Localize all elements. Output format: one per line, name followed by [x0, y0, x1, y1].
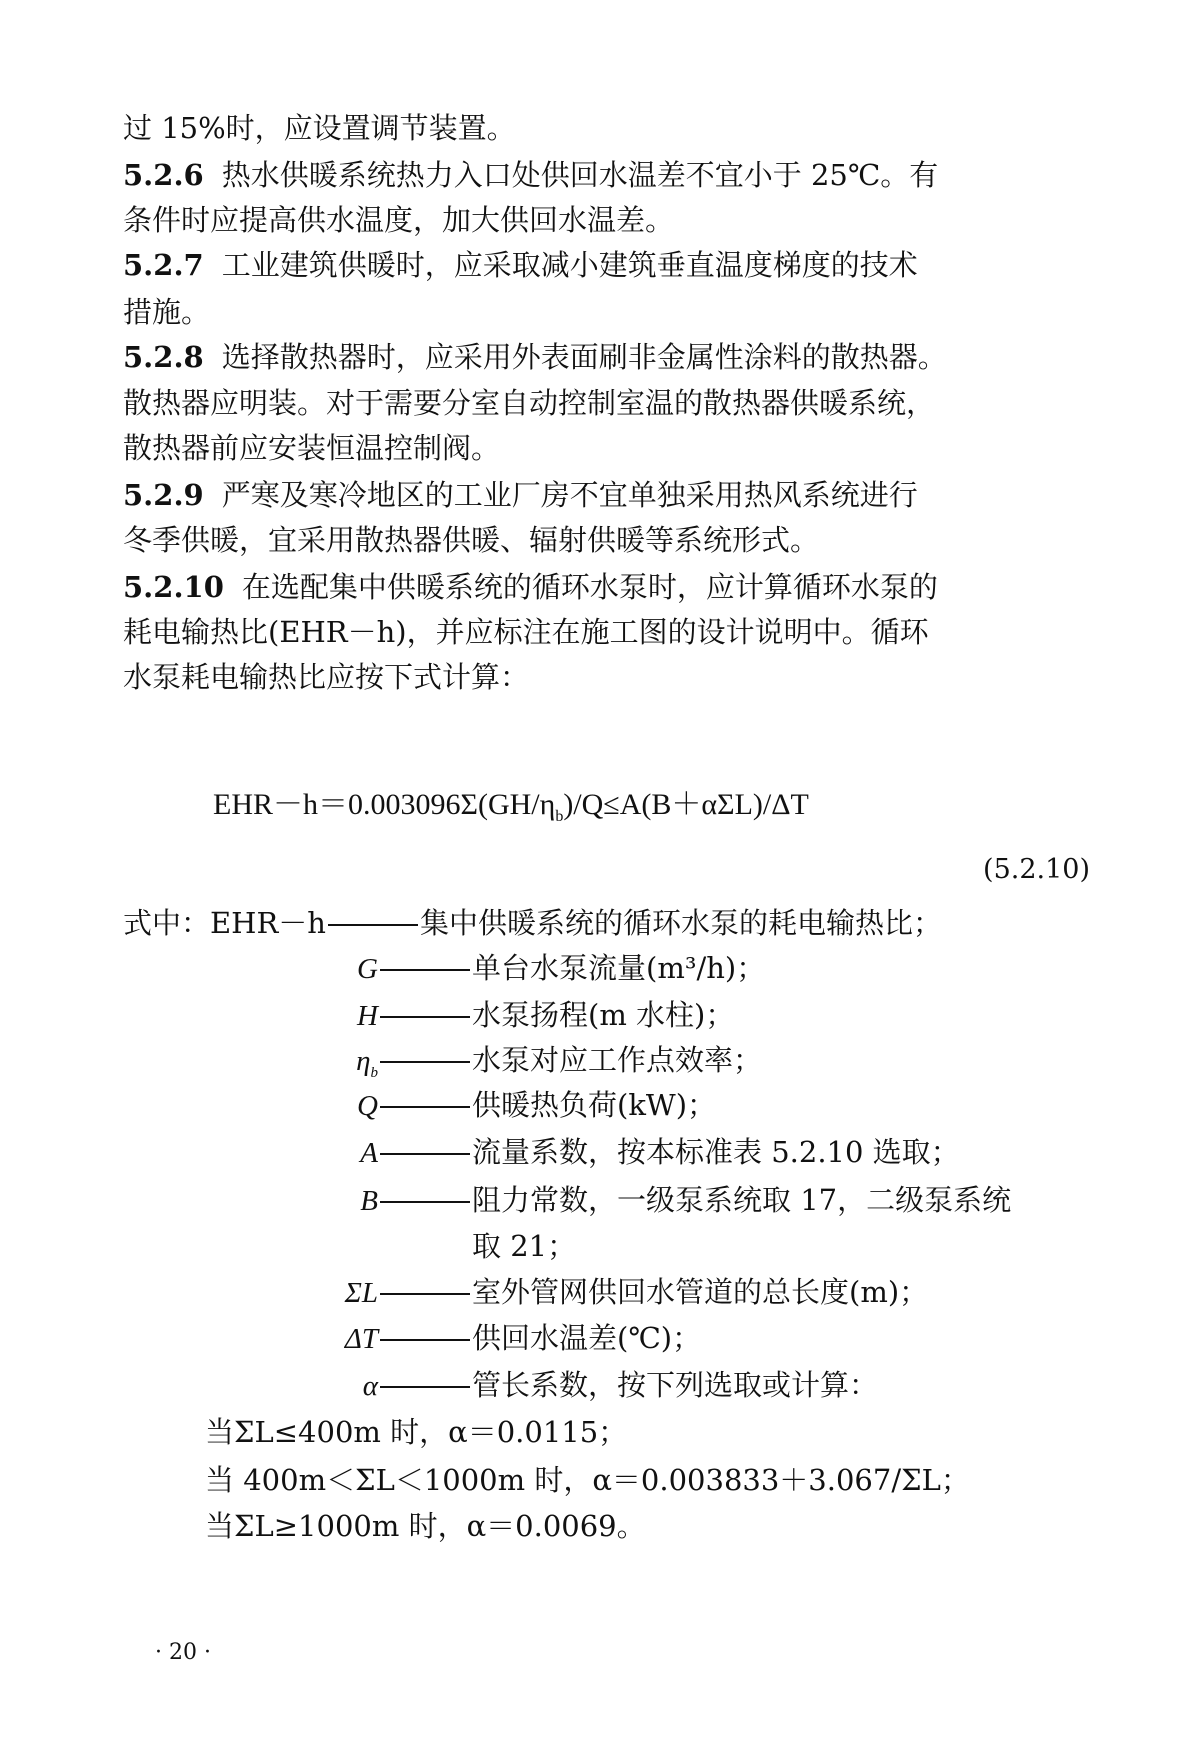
- em-dash: [380, 1016, 470, 1018]
- clause-text: 在选配集中供暖系统的循环水泵时，应计算循环水泵的: [241, 570, 938, 604]
- equation-number: (5.2.10): [983, 854, 1090, 885]
- var-symbol: ΔT: [344, 1323, 378, 1355]
- var-row-sigmaL: [278, 1272, 928, 1313]
- condition-line: 当 400m＜ΣL＜1000m 时，α＝0.003833＋3.067/ΣL；: [205, 1463, 970, 1497]
- em-dash: [380, 969, 470, 971]
- em-dash: [380, 1153, 470, 1155]
- var-symbol: α: [362, 1370, 378, 1402]
- clause-number: 5.2.6: [123, 158, 204, 192]
- clause-number: 5.2.7: [123, 248, 204, 282]
- var-row-alpha: [278, 1365, 878, 1406]
- paragraph-line: 散热器前应安装恒温控制阀。: [123, 431, 501, 465]
- var-symbol: G: [357, 953, 378, 985]
- em-dash: [380, 1106, 470, 1108]
- clause-5-2-8: [123, 337, 947, 377]
- var-desc: 供回水温差(℃)；: [472, 1321, 702, 1355]
- clause-number: 5.2.8: [123, 340, 204, 374]
- clause-text: 选择散热器时，应采用外表面刷非金属性涂料的散热器。: [221, 340, 947, 374]
- var-symbol: ΣL: [344, 1277, 378, 1309]
- paragraph-line: 措施。: [123, 295, 211, 329]
- var-symbol-sub: b: [370, 1064, 378, 1081]
- var-row-B-continued: 取 21；: [472, 1229, 577, 1263]
- clause-text: 严寒及寒冷地区的工业厂房不宜单独采用热风系统进行: [221, 478, 918, 512]
- formula-subscript: b: [555, 808, 564, 825]
- where-prefix: 式中：EHR－h: [123, 906, 326, 940]
- condition-line: 当ΣL≤400m 时，α＝0.0115；: [205, 1415, 628, 1449]
- clause-text: 热水供暖系统热力入口处供回水温差不宜小于 25℃。有: [221, 158, 939, 192]
- var-row-H: [278, 995, 734, 1036]
- em-dash: [380, 1339, 470, 1341]
- var-row-G: [278, 948, 765, 989]
- var-desc: 管长系数，按下列选取或计算：: [472, 1368, 879, 1402]
- var-symbol: B: [360, 1185, 378, 1217]
- paragraph-line: 过 15%时，应设置调节装置。: [123, 111, 516, 145]
- var-desc: 供暖热负荷(kW)；: [472, 1088, 717, 1122]
- paragraph-line: 冬季供暖，宜采用散热器供暖、辐射供暖等系统形式。: [123, 523, 820, 557]
- condition-line: 当ΣL≥1000m 时，α＝0.0069。: [205, 1509, 646, 1543]
- var-symbol-main: η: [356, 1045, 371, 1077]
- em-dash: [380, 1201, 470, 1203]
- ehr-formula: [213, 785, 809, 837]
- clause-5-2-9: [123, 475, 918, 515]
- var-desc: 阻力常数，一级泵系统取 17，二级泵系统: [472, 1183, 1012, 1217]
- clause-5-2-7: [123, 245, 918, 285]
- paragraph-line: 水泵耗电输热比应按下式计算：: [123, 660, 530, 694]
- formula-part-2: )/Q≤A(B＋αΣL)/ΔT: [563, 788, 809, 821]
- var-symbol: Q: [357, 1090, 378, 1122]
- var-desc: 集中供暖系统的循环水泵的耗电输热比；: [419, 906, 942, 940]
- paragraph-line: 条件时应提高供水温度，加大供回水温差。: [123, 203, 675, 237]
- paragraph-line: 散热器应明装。对于需要分室自动控制室温的散热器供暖系统，: [123, 386, 936, 420]
- var-desc: 水泵对应工作点效率；: [472, 1043, 763, 1077]
- var-row-A: [278, 1132, 960, 1173]
- page-number: · 20 ·: [155, 1640, 211, 1665]
- em-dash: [380, 1386, 470, 1388]
- em-dash: [380, 1293, 470, 1295]
- em-dash: [328, 924, 418, 926]
- var-desc: 流量系数，按本标准表 5.2.10 选取；: [472, 1135, 960, 1169]
- clause-5-2-10: [123, 567, 938, 607]
- clause-number: 5.2.10: [123, 570, 224, 604]
- clause-number: 5.2.9: [123, 478, 204, 512]
- clause-5-2-6: [123, 155, 1078, 195]
- var-symbol: H: [357, 1000, 378, 1032]
- where-first-row: [123, 903, 942, 943]
- var-desc: 水泵扬程(m 水柱)；: [472, 998, 735, 1032]
- formula-part-1: EHR－h＝0.003096Σ(GH/η: [213, 788, 556, 821]
- clause-text: 工业建筑供暖时，应采取减小建筑垂直温度梯度的技术: [221, 248, 918, 282]
- var-row-Q: [278, 1085, 716, 1126]
- var-row-B: [278, 1180, 1011, 1221]
- var-symbol: A: [360, 1137, 378, 1169]
- paragraph-line: 耗电输热比(EHR－h)，并应标注在施工图的设计说明中。循环: [123, 615, 929, 649]
- var-row-deltaT: [278, 1318, 701, 1359]
- em-dash: [380, 1061, 470, 1063]
- var-desc: 单台水泵流量(m³/h)；: [472, 951, 766, 985]
- var-desc: 室外管网供回水管道的总长度(m)；: [472, 1275, 929, 1309]
